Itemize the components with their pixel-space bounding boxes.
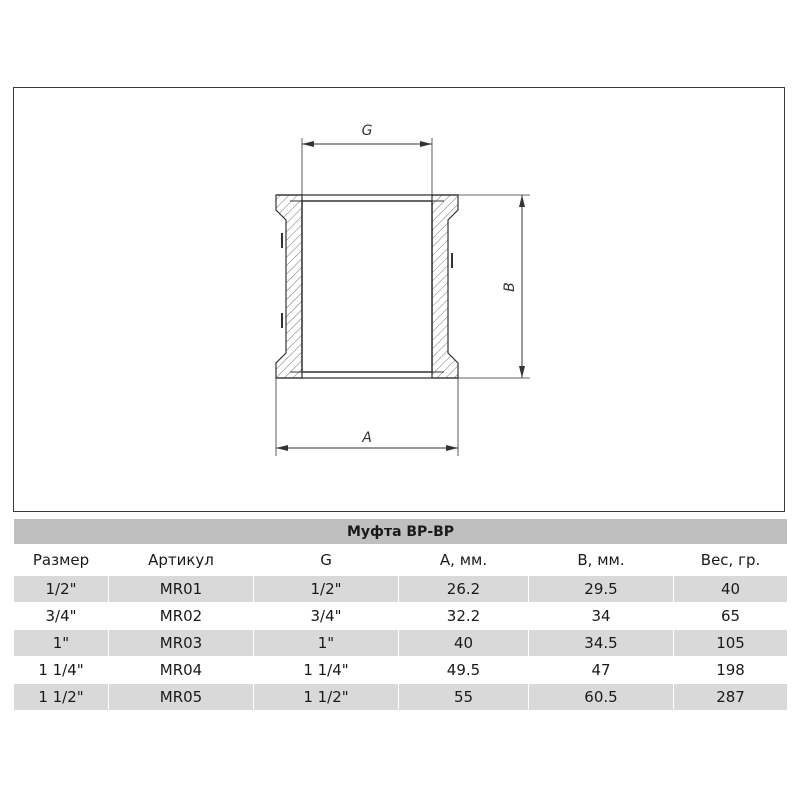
table-row: [14, 630, 788, 657]
column-header-b: B, мм.: [529, 545, 674, 576]
dimension-g-label: G: [361, 123, 373, 139]
column-header-a: A, мм.: [399, 545, 529, 576]
cell-size: 1 1/4": [14, 657, 109, 684]
cell-size: 3/4": [14, 603, 109, 630]
coupling-body: [276, 195, 458, 378]
cell-g: 3/4": [254, 603, 399, 630]
cell-b: 34: [529, 603, 674, 630]
cell-article: MR04: [109, 657, 254, 684]
cell-article: MR03: [109, 630, 254, 657]
dimension-a: [276, 378, 458, 456]
cell-g: 1 1/4": [254, 657, 399, 684]
cell-g: 1": [254, 630, 399, 657]
cell-weight: 198: [674, 657, 788, 684]
dimension-b-label: B: [502, 282, 518, 292]
column-header-g: G: [254, 545, 399, 576]
cell-b: 60.5: [529, 684, 674, 711]
cell-size: 1": [14, 630, 109, 657]
cell-weight: 65: [674, 603, 788, 630]
cell-a: 40: [399, 630, 529, 657]
cell-a: 49.5: [399, 657, 529, 684]
table-row: [14, 684, 788, 711]
dimension-a-label: A: [362, 430, 372, 446]
table-row: [14, 603, 788, 630]
dimension-b: [458, 195, 530, 378]
cell-size: 1/2": [14, 576, 109, 603]
cell-b: 34.5: [529, 630, 674, 657]
dimension-g: [302, 123, 432, 195]
table-row: [14, 576, 788, 603]
coupling-drawing: [14, 88, 786, 513]
column-header-weight: Вес, гр.: [674, 545, 788, 576]
cell-article: MR01: [109, 576, 254, 603]
cell-weight: 287: [674, 684, 788, 711]
cell-a: 26.2: [399, 576, 529, 603]
cell-size: 1 1/2": [14, 684, 109, 711]
cell-weight: 40: [674, 576, 788, 603]
table-row: [14, 657, 788, 684]
cell-g: 1 1/2": [254, 684, 399, 711]
column-header-size: Размер: [14, 545, 109, 576]
cell-article: MR02: [109, 603, 254, 630]
cell-weight: 105: [674, 630, 788, 657]
cell-a: 55: [399, 684, 529, 711]
cell-a: 32.2: [399, 603, 529, 630]
column-header-article: Артикул: [109, 545, 254, 576]
cell-g: 1/2": [254, 576, 399, 603]
specification-table: [13, 518, 788, 711]
cell-b: 47: [529, 657, 674, 684]
cell-b: 29.5: [529, 576, 674, 603]
cell-article: MR05: [109, 684, 254, 711]
technical-drawing-frame: [13, 87, 785, 512]
table-title: Муфта ВР-ВР: [14, 519, 788, 545]
